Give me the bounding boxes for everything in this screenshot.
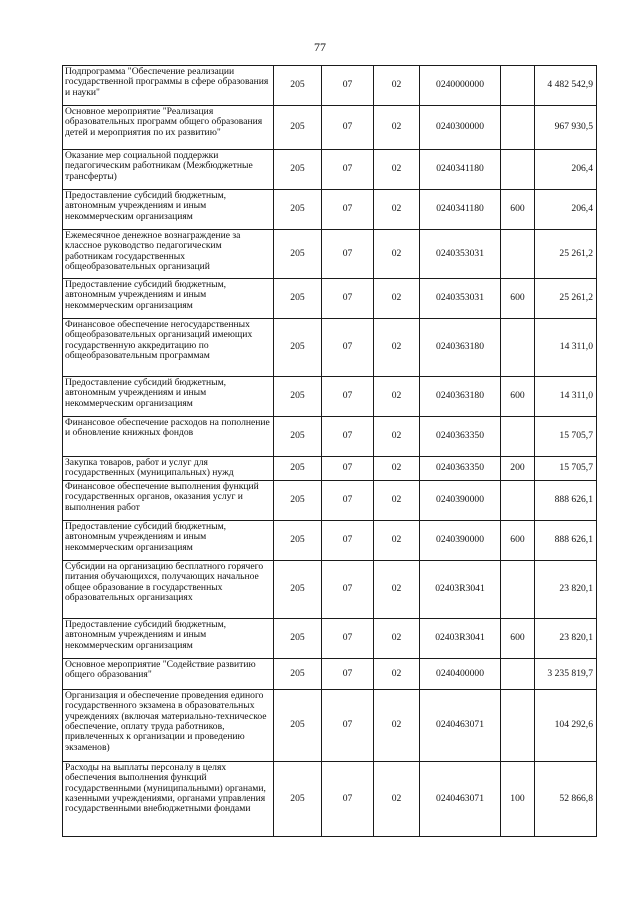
row-section-code: 07 [322,377,374,417]
table-row [63,690,597,762]
table-row [63,762,597,837]
row-section-code: 07 [322,319,374,377]
row-amount: 4 482 542,9 [535,66,597,106]
row-expense-type [501,106,535,150]
row-name-cell: Предоставление субсидий бюджетным, автономным учреждениям и иным некоммерческим организациям [63,279,274,319]
row-section-code: 07 [322,150,374,190]
row-ministry-code: 205 [274,619,322,659]
table-row [63,457,597,481]
row-amount: 15 705,7 [535,417,597,457]
row-expense-type: 600 [501,619,535,659]
row-subsection-code: 02 [374,561,420,619]
row-section-code: 07 [322,619,374,659]
row-section-code: 07 [322,417,374,457]
row-ministry-code: 205 [274,762,322,837]
row-expense-type: 200 [501,457,535,481]
row-expense-type: 600 [501,190,535,230]
row-target-article: 0240341180 [420,190,501,230]
row-expense-type [501,690,535,762]
table-row [63,377,597,417]
row-ministry-code: 205 [274,659,322,690]
row-target-article: 0240363350 [420,457,501,481]
table-row [63,417,597,457]
row-expense-type [501,319,535,377]
row-amount: 104 292,6 [535,690,597,762]
table-row [63,561,597,619]
budget-table [62,65,597,837]
row-target-article: 0240353031 [420,279,501,319]
row-target-article: 0240363180 [420,319,501,377]
table-row [63,521,597,561]
row-section-code: 07 [322,230,374,279]
row-target-article: 0240363350 [420,417,501,457]
row-expense-type [501,561,535,619]
row-name-cell: Расходы на выплаты персоналу в целях обеспечения выполнения функций государственными (муниципальными) органами, казенными учреждениями, органами управления государственными внебюджетными фондами [63,762,274,837]
row-section-code: 07 [322,66,374,106]
budget-table-body [63,66,597,837]
row-ministry-code: 205 [274,279,322,319]
row-ministry-code: 205 [274,417,322,457]
row-expense-type [501,150,535,190]
row-target-article: 0240000000 [420,66,501,106]
row-amount: 25 261,2 [535,279,597,319]
row-expense-type [501,66,535,106]
row-ministry-code: 205 [274,106,322,150]
row-ministry-code: 205 [274,66,322,106]
row-subsection-code: 02 [374,190,420,230]
row-expense-type [501,659,535,690]
row-subsection-code: 02 [374,150,420,190]
row-subsection-code: 02 [374,481,420,521]
table-row [63,659,597,690]
row-expense-type: 600 [501,377,535,417]
row-target-article: 0240363180 [420,377,501,417]
row-target-article: 0240300000 [420,106,501,150]
row-subsection-code: 02 [374,659,420,690]
row-amount: 888 626,1 [535,521,597,561]
row-subsection-code: 02 [374,690,420,762]
row-subsection-code: 02 [374,319,420,377]
table-row [63,230,597,279]
row-amount: 15 705,7 [535,457,597,481]
row-amount: 52 866,8 [535,762,597,837]
row-target-article: 0240463071 [420,762,501,837]
row-ministry-code: 205 [274,319,322,377]
row-section-code: 07 [322,659,374,690]
page-number: 77 [314,40,326,54]
row-expense-type [501,481,535,521]
row-amount: 3 235 819,7 [535,659,597,690]
row-amount: 967 930,5 [535,106,597,150]
row-section-code: 07 [322,561,374,619]
row-amount: 23 820,1 [535,561,597,619]
row-ministry-code: 205 [274,457,322,481]
row-expense-type: 600 [501,279,535,319]
row-target-article: 02403R3041 [420,619,501,659]
row-section-code: 07 [322,457,374,481]
row-name-cell: Ежемесячное денежное вознаграждение за классное руководство педагогическим работникам государственных общеобразовательных организаций [63,230,274,279]
row-subsection-code: 02 [374,619,420,659]
row-name-cell: Предоставление субсидий бюджетным, автономным учреждениям и иным некоммерческим организациям [63,521,274,561]
row-target-article: 0240390000 [420,481,501,521]
row-section-code: 07 [322,690,374,762]
row-name-cell: Предоставление субсидий бюджетным, автономным учреждениям и иным некоммерческим организациям [63,377,274,417]
row-name-cell: Финансовое обеспечение расходов на пополнение и обновление книжных фондов [63,417,274,457]
row-subsection-code: 02 [374,66,420,106]
row-amount: 25 261,2 [535,230,597,279]
table-row [63,279,597,319]
row-name-cell: Организация и обеспечение проведения единого государственного экзамена в образовательных учреждениях (включая материально-техническое обеспечение, оплату труда работников, привлеченных к организации и проведению экзаменов) [63,690,274,762]
row-expense-type: 600 [501,521,535,561]
row-subsection-code: 02 [374,457,420,481]
row-ministry-code: 205 [274,230,322,279]
row-subsection-code: 02 [374,762,420,837]
row-expense-type: 100 [501,762,535,837]
row-amount: 206,4 [535,150,597,190]
row-target-article: 02403R3041 [420,561,501,619]
table-row [63,190,597,230]
row-ministry-code: 205 [274,690,322,762]
row-section-code: 07 [322,106,374,150]
table-row [63,481,597,521]
row-subsection-code: 02 [374,279,420,319]
row-name-cell: Предоставление субсидий бюджетным, автономным учреждениям и иным некоммерческим организациям [63,190,274,230]
row-subsection-code: 02 [374,230,420,279]
row-name-cell: Финансовое обеспечение выполнения функций государственных органов, оказания услуг и выполнения работ [63,481,274,521]
row-ministry-code: 205 [274,190,322,230]
row-amount: 23 820,1 [535,619,597,659]
table-row [63,66,597,106]
row-expense-type [501,230,535,279]
row-amount: 14 311,0 [535,319,597,377]
row-amount: 14 311,0 [535,377,597,417]
row-amount: 206,4 [535,190,597,230]
row-expense-type [501,417,535,457]
row-name-cell: Субсидии на организацию бесплатного горячего питания обучающихся, получающих начальное общее образование в государственных образовательных организациях [63,561,274,619]
row-target-article: 0240341180 [420,150,501,190]
row-name-cell: Основное мероприятие "Содействие развитию общего образования" [63,659,274,690]
row-name-cell: Предоставление субсидий бюджетным, автономным учреждениям и иным некоммерческим организациям [63,619,274,659]
row-target-article: 0240463071 [420,690,501,762]
row-ministry-code: 205 [274,150,322,190]
table-row [63,319,597,377]
row-subsection-code: 02 [374,417,420,457]
row-ministry-code: 205 [274,481,322,521]
row-name-cell: Оказание мер социальной поддержки педагогическим работникам (Межбюджетные трансферты) [63,150,274,190]
row-section-code: 07 [322,190,374,230]
row-target-article: 0240353031 [420,230,501,279]
table-row [63,106,597,150]
row-section-code: 07 [322,521,374,561]
row-section-code: 07 [322,481,374,521]
row-ministry-code: 205 [274,561,322,619]
row-section-code: 07 [322,279,374,319]
row-name-cell: Подпрограмма "Обеспечение реализации государственной программы в сфере образования и науки" [63,66,274,106]
row-name-cell: Основное мероприятие "Реализация образовательных программ общего образования детей и мероприятия по их развитию" [63,106,274,150]
row-amount: 888 626,1 [535,481,597,521]
table-row [63,150,597,190]
row-name-cell: Закупка товаров, работ и услуг для государственных (муниципальных) нужд [63,457,274,481]
row-subsection-code: 02 [374,521,420,561]
row-target-article: 0240390000 [420,521,501,561]
table-row [63,619,597,659]
row-name-cell: Финансовое обеспечение негосударственных общеобразовательных организаций имеющих государственную аккредитацию по общеобразовательным программам [63,319,274,377]
row-subsection-code: 02 [374,106,420,150]
row-subsection-code: 02 [374,377,420,417]
row-section-code: 07 [322,762,374,837]
row-ministry-code: 205 [274,521,322,561]
row-target-article: 0240400000 [420,659,501,690]
row-ministry-code: 205 [274,377,322,417]
